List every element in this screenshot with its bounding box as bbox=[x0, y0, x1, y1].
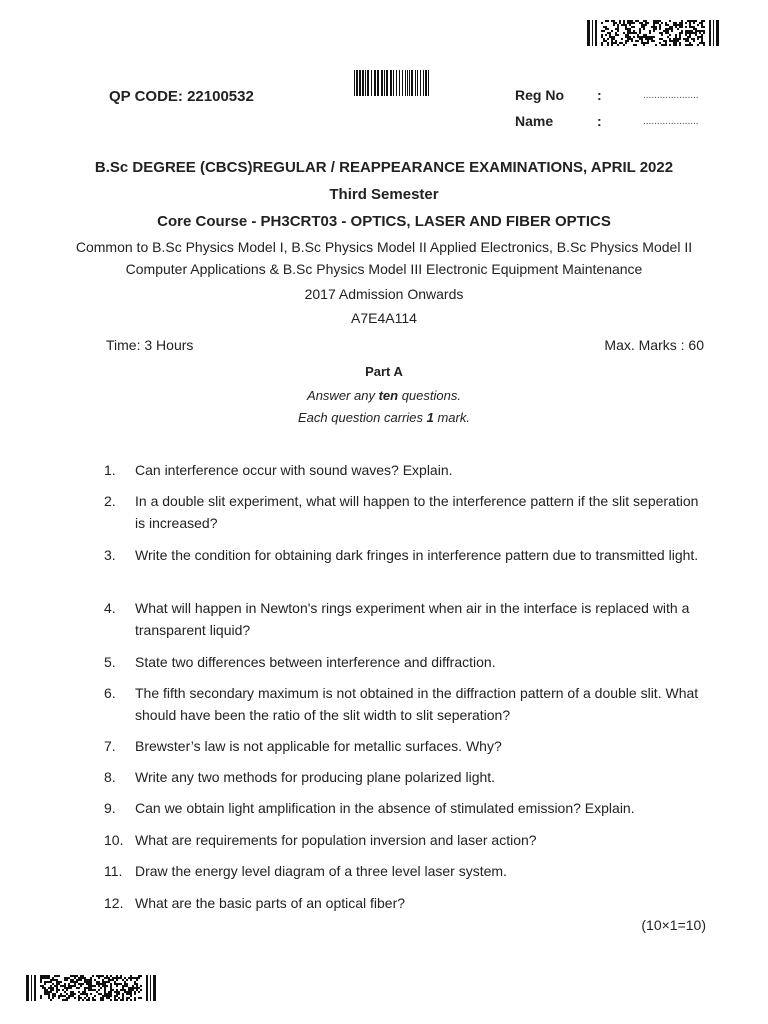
reg-no-label: Reg No bbox=[515, 87, 564, 103]
common-to-line-1: Common to B.Sc Physics Model I, B.Sc Physics Model II Applied Electronics, B.Sc Physics Model II bbox=[75, 239, 693, 255]
question-number: 3. bbox=[104, 547, 116, 563]
exam-code: A7E4A114 bbox=[351, 310, 417, 326]
instruction-answer-pre: Answer any bbox=[307, 388, 379, 403]
semester: Third Semester bbox=[329, 186, 439, 203]
reg-no-colon: : bbox=[597, 87, 602, 103]
question-number: 8. bbox=[104, 769, 116, 785]
question-number: 2. bbox=[104, 493, 116, 509]
common-to-line-2: Computer Applications & B.Sc Physics Model III Electronic Equipment Maintenance bbox=[125, 261, 643, 277]
question-number: 7. bbox=[104, 738, 116, 754]
question-text: Can we obtain light amplification in the absence of stimulated emission? Explain. bbox=[135, 800, 635, 816]
marks-summary: (10×1=10) bbox=[641, 917, 706, 933]
barcode-top-right bbox=[587, 20, 719, 46]
time-label: Time: 3 Hours bbox=[106, 337, 194, 353]
question-number: 5. bbox=[104, 654, 116, 670]
question-text: What are requirements for population inversion and laser action? bbox=[135, 832, 537, 848]
question-text: Write the condition for obtaining dark fringes in interference pattern due to transmitted light. bbox=[135, 547, 699, 563]
instruction-answer-count: ten bbox=[378, 388, 399, 403]
question-text: What will happen in Newton's rings experiment when air in the interface is replaced with a transparent liquid? bbox=[135, 600, 690, 638]
question-number: 9. bbox=[104, 800, 116, 816]
qp-code: QP CODE: 22100532 bbox=[109, 88, 254, 105]
max-marks-label: Max. Marks : 60 bbox=[604, 337, 704, 353]
course-title: Core Course - PH3CRT03 - OPTICS, LASER AND FIBER OPTICS bbox=[157, 213, 611, 230]
instruction-marks-post: mark. bbox=[433, 410, 470, 425]
question-text: The fifth secondary maximum is not obtained in the diffraction pattern of a double slit. What should have been the ratio of the slit width to slit seperation? bbox=[135, 685, 699, 723]
question-number: 10. bbox=[104, 832, 124, 848]
question-text: What are the basic parts of an optical fiber? bbox=[135, 895, 406, 911]
reg-no-field[interactable]: .................... bbox=[643, 90, 699, 101]
question-text: Draw the energy level diagram of a three level laser system. bbox=[135, 863, 507, 879]
name-label: Name bbox=[515, 113, 554, 129]
instruction-marks-pre: Each question carries bbox=[298, 410, 427, 425]
question-text: Brewster’s law is not applicable for metallic surfaces. Why? bbox=[135, 738, 502, 754]
admission-line: 2017 Admission Onwards bbox=[304, 286, 464, 302]
question-text: In a double slit experiment, what will happen to the interference pattern if the slit seperation is increased? bbox=[135, 493, 699, 531]
question-text: State two differences between interference and diffraction. bbox=[135, 654, 496, 670]
part-title: Part A bbox=[365, 364, 403, 379]
question-text: Write any two methods for producing plane polarized light. bbox=[135, 769, 496, 785]
name-field[interactable]: .................... bbox=[643, 116, 699, 127]
name-colon: : bbox=[597, 113, 602, 129]
barcode-header bbox=[354, 70, 430, 96]
instruction-answer-post: questions. bbox=[398, 388, 461, 403]
question-number: 1. bbox=[104, 462, 116, 478]
question-number: 11. bbox=[104, 863, 123, 879]
instruction-marks bbox=[0, 410, 768, 425]
instruction-marks-value: 1 bbox=[426, 410, 434, 425]
question-number: 6. bbox=[104, 685, 116, 701]
question-text: Can interference occur with sound waves? Explain. bbox=[135, 462, 453, 478]
barcode-bottom-left bbox=[26, 975, 156, 1001]
exam-title: B.Sc DEGREE (CBCS)REGULAR / REAPPEARANCE EXAMINATIONS, APRIL 2022 bbox=[94, 159, 674, 176]
question-number: 12. bbox=[104, 895, 124, 911]
question-number: 4. bbox=[104, 600, 116, 616]
instruction-answer bbox=[0, 388, 768, 403]
